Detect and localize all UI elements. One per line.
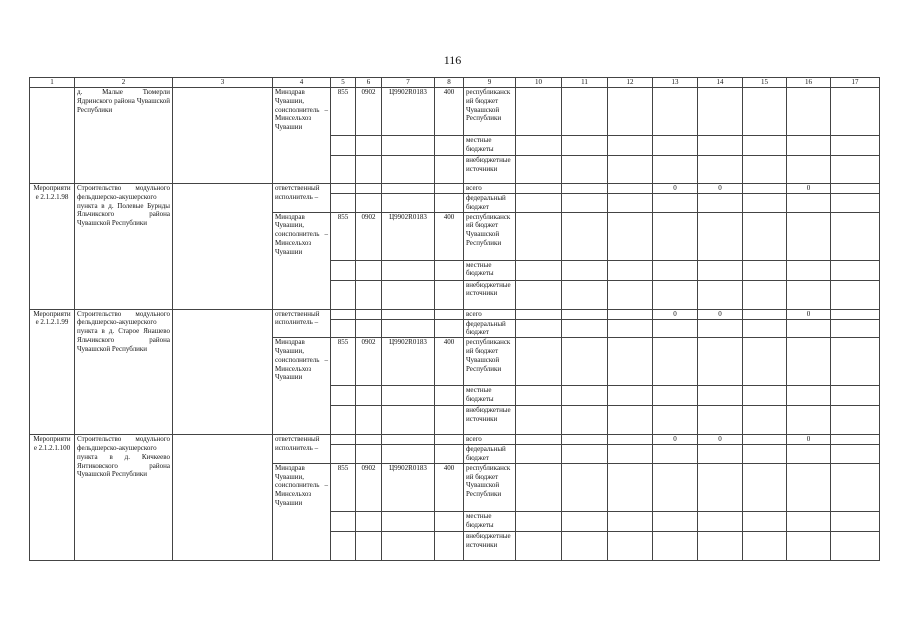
value-cell-10 [516,511,562,531]
measure-name-cell: Строительство модульного фельдшерско-акушерского пункта в д. Старое Янашево Яльчикского района Чувашской Республики [75,309,173,435]
funding-source-cell: внебюджетные источники [464,531,516,560]
value-cell-17 [831,136,880,156]
value-cell-10 [516,309,562,319]
value-cell-12 [608,280,653,309]
value-cell-17 [831,184,880,194]
value-cell-17 [831,435,880,445]
code-cell [356,156,382,184]
code-cell [331,406,356,435]
value-cell-14 [698,194,743,213]
funding-source-cell: местные бюджеты [464,386,516,406]
code-cell [382,156,435,184]
column-number-11: 11 [562,78,608,88]
code-cell [382,280,435,309]
column-number-10: 10 [516,78,562,88]
code-cell [435,194,464,213]
value-cell-15 [743,184,787,194]
value-cell-17 [831,260,880,280]
measure-id-cell: Мероприятие 2.1.2.1.98 [30,184,75,310]
value-cell-14: 0 [698,435,743,445]
value-cell-14 [698,445,743,464]
code-cell [435,445,464,464]
value-cell-16 [787,463,831,511]
vr-cell: 400 [435,463,464,511]
rz-cell: 0902 [356,212,382,260]
value-cell-14 [698,88,743,136]
column-number-12: 12 [608,78,653,88]
value-cell-11 [562,338,608,386]
value-cell-13 [653,260,698,280]
value-cell-11 [562,406,608,435]
code-cell [435,309,464,319]
value-cell-10 [516,88,562,136]
value-cell-13: 0 [653,184,698,194]
code-cell [331,511,356,531]
value-cell-15 [743,338,787,386]
goal-cell [173,88,273,184]
code-cell [435,156,464,184]
vr-cell: 400 [435,88,464,136]
value-cell-15 [743,463,787,511]
value-cell-14 [698,280,743,309]
code-cell [331,156,356,184]
column-number-17: 17 [831,78,880,88]
value-cell-15 [743,319,787,338]
value-cell-13 [653,156,698,184]
value-cell-15 [743,406,787,435]
measure-name-cell: Строительство модульного фельдшерско-акушерского пункта в д. Полевые Бурнды Яльчикского района Чувашской Республики [75,184,173,310]
column-number-8: 8 [435,78,464,88]
code-cell [331,319,356,338]
funding-source-cell: всего [464,309,516,319]
value-cell-17 [831,156,880,184]
value-cell-15 [743,194,787,213]
value-cell-13 [653,280,698,309]
funding-source-cell: внебюджетные источники [464,156,516,184]
value-cell-14: 0 [698,309,743,319]
value-cell-11 [562,280,608,309]
value-cell-17 [831,194,880,213]
value-cell-15 [743,260,787,280]
value-cell-14 [698,531,743,560]
column-number-9: 9 [464,78,516,88]
code-cell [331,309,356,319]
value-cell-12 [608,194,653,213]
funding-source-cell: всего [464,435,516,445]
value-cell-16 [787,511,831,531]
code-cell [356,445,382,464]
value-cell-13 [653,445,698,464]
value-cell-15 [743,435,787,445]
code-cell [382,194,435,213]
value-cell-11 [562,445,608,464]
code-cell [331,531,356,560]
value-cell-14 [698,136,743,156]
value-cell-12 [608,511,653,531]
value-cell-16 [787,338,831,386]
executor-cell: Минздрав Чувашии, соисполнитель – Минсельхоз Чувашии [273,212,331,309]
value-cell-10 [516,319,562,338]
value-cell-12 [608,435,653,445]
code-cell [382,136,435,156]
value-cell-12 [608,136,653,156]
goal-cell [173,184,273,310]
value-cell-17 [831,406,880,435]
executor-cell: ответственный исполнитель – [273,435,331,464]
value-cell-15 [743,531,787,560]
column-number-6: 6 [356,78,382,88]
value-cell-11 [562,156,608,184]
value-cell-12 [608,260,653,280]
value-cell-11 [562,260,608,280]
code-cell [356,406,382,435]
csr-cell: Ц9902R0183 [382,212,435,260]
funding-source-cell: местные бюджеты [464,260,516,280]
column-number-5: 5 [331,78,356,88]
program-table [29,77,880,561]
value-cell-13 [653,386,698,406]
csr-cell: Ц9902R0183 [382,463,435,511]
code-cell [382,309,435,319]
value-cell-13 [653,338,698,386]
value-cell-17 [831,531,880,560]
value-cell-16 [787,260,831,280]
column-number-7: 7 [382,78,435,88]
code-cell [356,511,382,531]
table-row [30,184,880,194]
value-cell-10 [516,156,562,184]
value-cell-15 [743,88,787,136]
measure-name-cell: д. Малые Тюмерли Ядринского района Чувашской Республики [75,88,173,184]
measure-name-cell: Строительство модульного фельдшерско-акушерского пункта в д. Кичкеево Янтиковского района Чувашской Республики [75,435,173,561]
code-cell [331,386,356,406]
funding-source-cell: республиканский бюджет Чувашской Республики [464,338,516,386]
value-cell-17 [831,319,880,338]
value-cell-16 [787,212,831,260]
value-cell-15 [743,386,787,406]
value-cell-10 [516,260,562,280]
value-cell-10 [516,445,562,464]
value-cell-10 [516,184,562,194]
value-cell-16 [787,280,831,309]
code-cell [382,406,435,435]
code-cell [435,280,464,309]
value-cell-12 [608,156,653,184]
code-cell [331,260,356,280]
value-cell-16: 0 [787,435,831,445]
code-cell [435,136,464,156]
grbs-cell: 855 [331,338,356,386]
value-cell-12 [608,184,653,194]
value-cell-14 [698,319,743,338]
value-cell-16 [787,136,831,156]
value-cell-13 [653,136,698,156]
code-cell [435,184,464,194]
value-cell-13 [653,511,698,531]
value-cell-11 [562,531,608,560]
code-cell [356,309,382,319]
funding-source-cell: внебюджетные источники [464,280,516,309]
value-cell-14 [698,156,743,184]
value-cell-16 [787,194,831,213]
value-cell-17 [831,445,880,464]
funding-source-cell: федеральный бюджет [464,445,516,464]
value-cell-16 [787,319,831,338]
executor-cell: Минздрав Чувашии, соисполнитель – Минсельхоз Чувашии [273,338,331,435]
table-row [30,88,880,136]
code-cell [331,435,356,445]
executor-cell: Минздрав Чувашии, соисполнитель – Минсельхоз Чувашии [273,88,331,184]
executor-cell: ответственный исполнитель – [273,184,331,213]
value-cell-15 [743,445,787,464]
column-number-4: 4 [273,78,331,88]
code-cell [331,184,356,194]
page-number: 116 [443,53,462,67]
value-cell-13 [653,194,698,213]
value-cell-11 [562,386,608,406]
value-cell-11 [562,184,608,194]
funding-source-cell: местные бюджеты [464,511,516,531]
table-row [30,435,880,445]
code-cell [356,319,382,338]
column-number-16: 16 [787,78,831,88]
value-cell-14 [698,386,743,406]
value-cell-17 [831,386,880,406]
code-cell [435,386,464,406]
value-cell-11 [562,511,608,531]
value-cell-10 [516,136,562,156]
value-cell-11 [562,309,608,319]
column-number-3: 3 [173,78,273,88]
grbs-cell: 855 [331,463,356,511]
goal-cell [173,435,273,561]
value-cell-13 [653,406,698,435]
csr-cell: Ц9902R0183 [382,338,435,386]
measure-id-cell: Мероприятие 2.1.2.1.100 [30,435,75,561]
value-cell-14 [698,338,743,386]
value-cell-11 [562,463,608,511]
code-cell [356,184,382,194]
value-cell-16 [787,445,831,464]
value-cell-13: 0 [653,309,698,319]
value-cell-13 [653,463,698,511]
funding-source-cell: местные бюджеты [464,136,516,156]
code-cell [435,435,464,445]
column-number-1: 1 [30,78,75,88]
code-cell [435,406,464,435]
value-cell-17 [831,463,880,511]
code-cell [435,531,464,560]
header-row [30,78,880,88]
value-cell-13: 0 [653,435,698,445]
value-cell-15 [743,511,787,531]
grbs-cell: 855 [331,212,356,260]
value-cell-13 [653,212,698,260]
value-cell-16 [787,88,831,136]
code-cell [435,511,464,531]
value-cell-16: 0 [787,184,831,194]
value-cell-12 [608,531,653,560]
funding-source-cell: федеральный бюджет [464,194,516,213]
value-cell-12 [608,212,653,260]
value-cell-12 [608,88,653,136]
goal-cell [173,309,273,435]
value-cell-14 [698,463,743,511]
rz-cell: 0902 [356,463,382,511]
value-cell-10 [516,212,562,260]
rz-cell: 0902 [356,338,382,386]
value-cell-10 [516,338,562,386]
value-cell-15 [743,136,787,156]
value-cell-12 [608,445,653,464]
value-cell-11 [562,88,608,136]
value-cell-17 [831,511,880,531]
funding-source-cell: республиканский бюджет Чувашской Республики [464,463,516,511]
funding-source-cell: федеральный бюджет [464,319,516,338]
value-cell-12 [608,338,653,386]
value-cell-11 [562,194,608,213]
value-cell-17 [831,88,880,136]
vr-cell: 400 [435,212,464,260]
executor-cell: Минздрав Чувашии, соисполнитель – Минсельхоз Чувашии [273,463,331,560]
vr-cell: 400 [435,338,464,386]
code-cell [382,531,435,560]
column-number-2: 2 [75,78,173,88]
code-cell [356,435,382,445]
code-cell [435,260,464,280]
value-cell-12 [608,309,653,319]
value-cell-14 [698,406,743,435]
funding-source-cell: всего [464,184,516,194]
value-cell-12 [608,463,653,511]
funding-source-cell: внебюджетные источники [464,406,516,435]
value-cell-10 [516,531,562,560]
value-cell-10 [516,435,562,445]
code-cell [331,136,356,156]
code-cell [435,319,464,338]
code-cell [331,445,356,464]
value-cell-15 [743,309,787,319]
value-cell-15 [743,280,787,309]
value-cell-13 [653,319,698,338]
code-cell [356,136,382,156]
executor-cell: ответственный исполнитель – [273,309,331,338]
value-cell-16: 0 [787,309,831,319]
value-cell-14 [698,260,743,280]
code-cell [356,386,382,406]
value-cell-11 [562,319,608,338]
column-number-13: 13 [653,78,698,88]
code-cell [331,194,356,213]
code-cell [382,445,435,464]
value-cell-11 [562,435,608,445]
code-cell [331,280,356,309]
code-cell [356,260,382,280]
value-cell-15 [743,212,787,260]
grbs-cell: 855 [331,88,356,136]
value-cell-16 [787,156,831,184]
value-cell-17 [831,280,880,309]
value-cell-13 [653,88,698,136]
value-cell-14: 0 [698,184,743,194]
value-cell-12 [608,386,653,406]
value-cell-12 [608,406,653,435]
value-cell-12 [608,319,653,338]
measure-id-cell [30,88,75,184]
measure-id-cell: Мероприятие 2.1.2.1.99 [30,309,75,435]
code-cell [356,194,382,213]
value-cell-16 [787,531,831,560]
value-cell-17 [831,212,880,260]
value-cell-17 [831,309,880,319]
value-cell-10 [516,386,562,406]
value-cell-10 [516,194,562,213]
code-cell [356,531,382,560]
column-number-14: 14 [698,78,743,88]
code-cell [382,435,435,445]
table-row [30,309,880,319]
value-cell-14 [698,511,743,531]
code-cell [356,280,382,309]
value-cell-11 [562,212,608,260]
value-cell-14 [698,212,743,260]
funding-source-cell: республиканский бюджет Чувашской Республики [464,212,516,260]
value-cell-10 [516,280,562,309]
rz-cell: 0902 [356,88,382,136]
value-cell-16 [787,406,831,435]
code-cell [382,260,435,280]
code-cell [382,184,435,194]
value-cell-10 [516,406,562,435]
code-cell [382,319,435,338]
value-cell-11 [562,136,608,156]
code-cell [382,511,435,531]
code-cell [382,386,435,406]
value-cell-10 [516,463,562,511]
value-cell-15 [743,156,787,184]
value-cell-16 [787,386,831,406]
column-number-15: 15 [743,78,787,88]
value-cell-17 [831,338,880,386]
value-cell-13 [653,531,698,560]
csr-cell: Ц9902R0183 [382,88,435,136]
funding-source-cell: республиканский бюджет Чувашской Республики [464,88,516,136]
